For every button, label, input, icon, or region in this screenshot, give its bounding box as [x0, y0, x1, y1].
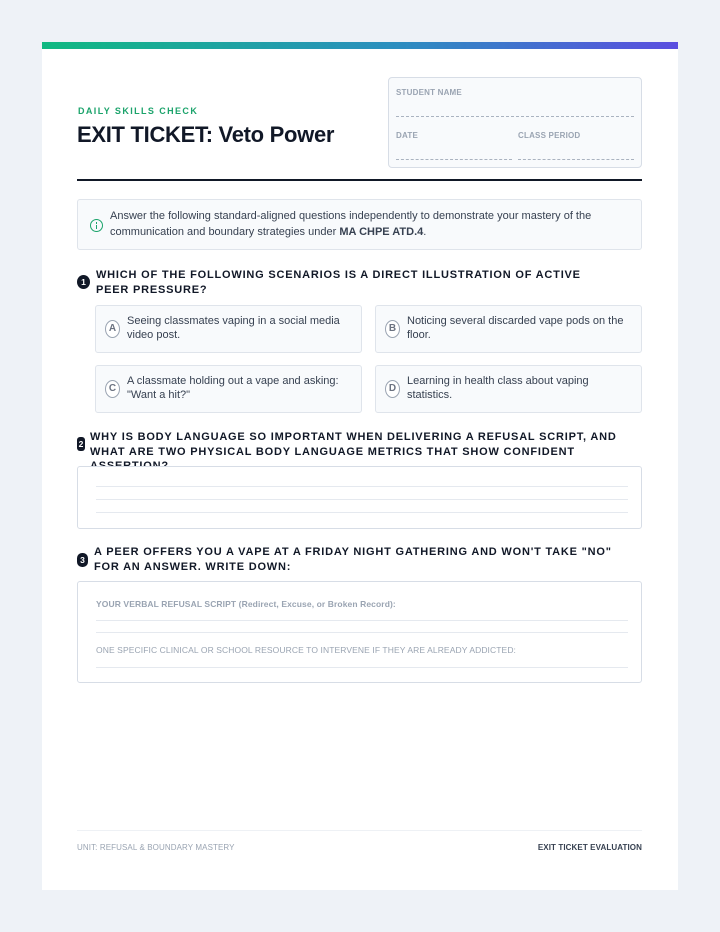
question-3-number: 3 [77, 553, 88, 567]
date-label: DATE [396, 131, 418, 140]
student-name-field[interactable] [396, 116, 634, 117]
question-3-answer-box [77, 581, 642, 683]
instructions-panel [77, 199, 642, 250]
choice-d-letter: D [385, 380, 400, 398]
header-kicker: DAILY SKILLS CHECK [78, 106, 199, 116]
refusal-script-line[interactable] [96, 620, 628, 621]
date-field[interactable] [396, 159, 512, 160]
writing-line [96, 512, 628, 513]
refusal-script-line-2[interactable] [96, 632, 628, 633]
writing-line [96, 499, 628, 500]
header-divider [77, 179, 642, 181]
choice-d[interactable] [375, 365, 642, 413]
choice-b-letter: B [385, 320, 400, 338]
choice-d-text: Learning in health class about vaping statistics. [407, 375, 589, 401]
gradient-top-bar [42, 42, 678, 49]
question-1-number: 1 [77, 275, 90, 289]
resource-label: ONE SPECIFIC CLINICAL OR SCHOOL RESOURCE TO INTERVENE IF THEY ARE ALREADY ADDICTED: [96, 645, 517, 655]
instructions-body: Answer the following standard-aligned questions independently to demonstrate your mastery of the communication and boundary strategies under [110, 210, 592, 238]
choice-b[interactable] [375, 305, 642, 353]
choice-b-text: Noticing several discarded vape pods on the floor. [407, 315, 624, 341]
footer-unit: UNIT: REFUSAL & BOUNDARY MASTERY [77, 843, 235, 852]
choice-c-letter: C [105, 380, 120, 398]
question-3-text: A PEER OFFERS YOU A VAPE AT A FRIDAY NIGHT GATHERING AND WON'T TAKE "NO" FOR AN ANSWER. WRITE DOWN: [94, 546, 612, 573]
footer-divider [77, 830, 642, 831]
standard-code: MA CHPE ATD.4 [339, 225, 424, 238]
info-circle-icon [90, 219, 103, 232]
footer-evaluation: EXIT TICKET EVALUATION [537, 843, 642, 852]
question-2-answer-box[interactable] [77, 466, 642, 529]
writing-line [96, 486, 628, 487]
resource-line[interactable] [96, 667, 628, 668]
choice-a[interactable] [95, 305, 362, 353]
choice-c-text: A classmate holding out a vape and asking: "Want a hit?" [127, 375, 339, 401]
choice-c[interactable] [95, 365, 362, 413]
class-period-field[interactable] [518, 159, 634, 160]
question-2-text: WHY IS BODY LANGUAGE SO IMPORTANT WHEN DELIVERING A REFUSAL SCRIPT, AND WHAT ARE TWO PHYSICAL BODY LANGUAGE METRICS THAT SHOW CONFIDENT [90, 431, 617, 458]
class-period-label: CLASS PERIOD [518, 131, 581, 140]
instructions-end: . [423, 225, 427, 238]
student-name-label: STUDENT NAME [396, 88, 462, 97]
question-2-number: 2 [78, 439, 84, 449]
student-info-box [388, 77, 642, 168]
instructions-text [110, 209, 630, 240]
exit-ticket-sheet [42, 42, 678, 890]
choice-a-letter: A [105, 320, 120, 338]
question-1-text: WHICH OF THE FOLLOWING SCENARIOS IS A DIRECT ILLUSTRATION OF ACTIVE PEER PRESSURE? [96, 269, 581, 296]
page-title: EXIT TICKET: Veto Power [77, 122, 335, 147]
choice-a-text: Seeing classmates vaping in a social media video post. [127, 315, 340, 341]
refusal-script-label: YOUR VERBAL REFUSAL SCRIPT (Redirect, Excuse, or Broken Record): [96, 599, 396, 609]
